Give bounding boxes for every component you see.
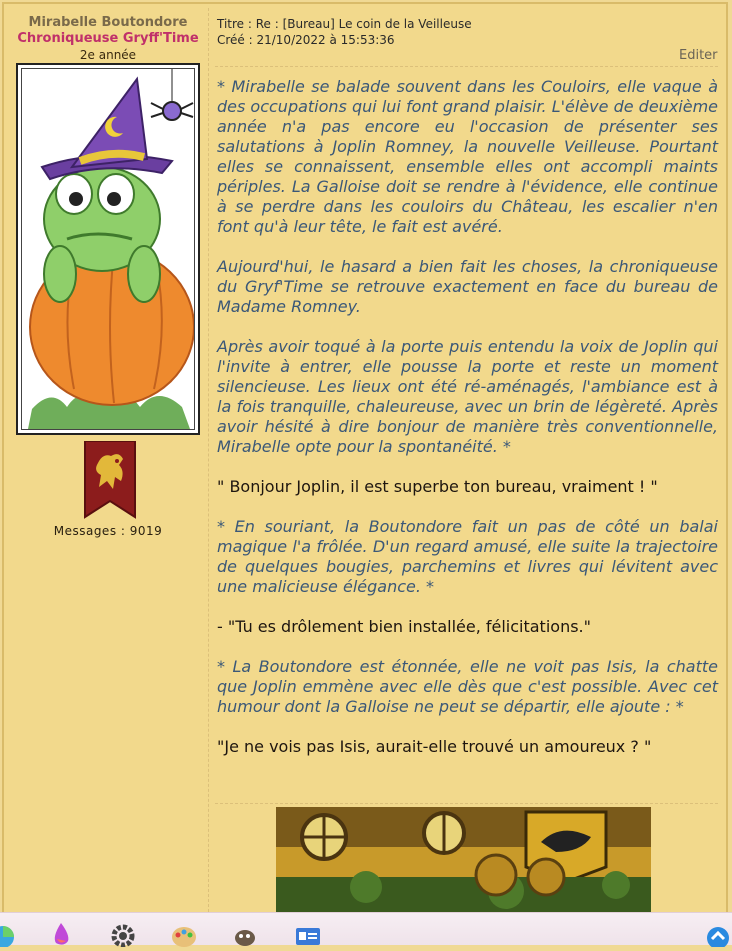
taskbar [0, 912, 732, 945]
author-sidebar [8, 8, 209, 912]
post-paragraph: * Mirabelle se balade souvent dans les Couloirs, elle vaque à des occupations qui lui font grand plaisir. L'élève de deuxième année n'a pas encore eu l'occasion de présenter ses salutations à Joplin Romney, la nouvelle Veilleuse. Pourtant elles se connaissent, ensemble elles ont accompli maints périples. La Galloise doit se rendre à l'évidence, elle continue à se perdre dans les couloirs du Château, les escalier n'en font qu'à leur tête, le fait est avéré. [217, 77, 718, 236]
message-count: Messages : 9019 [53, 524, 163, 538]
gimp-icon[interactable] [232, 921, 258, 947]
author-rank: Chroniqueuse Gryff'Time [17, 31, 199, 46]
avatar [16, 63, 200, 435]
post-dialogue: - "Tu es drôlement bien installée, félicitations." [217, 617, 591, 636]
divider [215, 66, 718, 67]
post-paragraph: * En souriant, la Boutondore fait un pas de côté un balai magique l'a frôlée. D'un regard amusé, elle suite la trajectoire de quelques bougies, parchemins et livres qui lévitent avec une malicieuse élégance. * [217, 517, 718, 596]
post-paragraph: Aujourd'hui, le hasard a bien fait les choses, la chroniqueuse du Gryf'Time se retrouve exactement en face du bureau de Madame Romney. [217, 257, 718, 316]
post-body [217, 77, 718, 777]
post-created-date: Créé : 21/10/2022 à 15:53:36 [217, 33, 395, 47]
author-year: 2e année [79, 48, 137, 62]
hufflepuff-office-picture-icon [276, 807, 651, 912]
post-title: Titre : Re : [Bureau] Le coin de la Veilleuse [217, 17, 472, 31]
arrow-edge-icon[interactable] [704, 921, 730, 947]
paint-palette-icon[interactable] [171, 921, 197, 947]
paint-drop-icon[interactable] [48, 921, 74, 947]
settings-gear-icon[interactable] [110, 921, 136, 947]
id-card-icon[interactable] [295, 921, 321, 947]
frog-witch-hat-avatar-icon [21, 68, 195, 430]
post-dialogue: " Bonjour Joplin, il est superbe ton bureau, vraiment ! " [217, 477, 658, 496]
post-paragraph: * La Boutondore est étonnée, elle ne voit pas Isis, la chatte que Joplin emmène avec elle dès que c'est possible. Avec cet humour dont la Galloise ne peut se départir, elle ajoute : * [217, 657, 718, 716]
gryffindor-lion-crest-icon [83, 441, 137, 519]
post-dialogue: "Je ne vois pas Isis, aurait-elle trouvé un amoureux ? " [217, 737, 652, 756]
edit-link[interactable]: Editer [679, 48, 718, 63]
color-ball-icon[interactable] [0, 921, 16, 947]
post-header [217, 16, 472, 48]
author-name[interactable]: Mirabelle Boutondore [28, 15, 188, 30]
post-frame [2, 2, 728, 914]
post-paragraph: Après avoir toqué à la porte puis entendu la voix de Joplin qui l'invite à entrer, elle pousse la porte et reste un moment silencieuse. Les lieux ont été ré-aménagés, l'ambiance est à la fois tranquille, chaleureuse, avec un brin de légèreté. Après avoir hésité à dire bonjour de manière très conventionnelle, Mirabelle opte pour la spontanéité. * [217, 337, 718, 456]
divider [215, 803, 718, 804]
